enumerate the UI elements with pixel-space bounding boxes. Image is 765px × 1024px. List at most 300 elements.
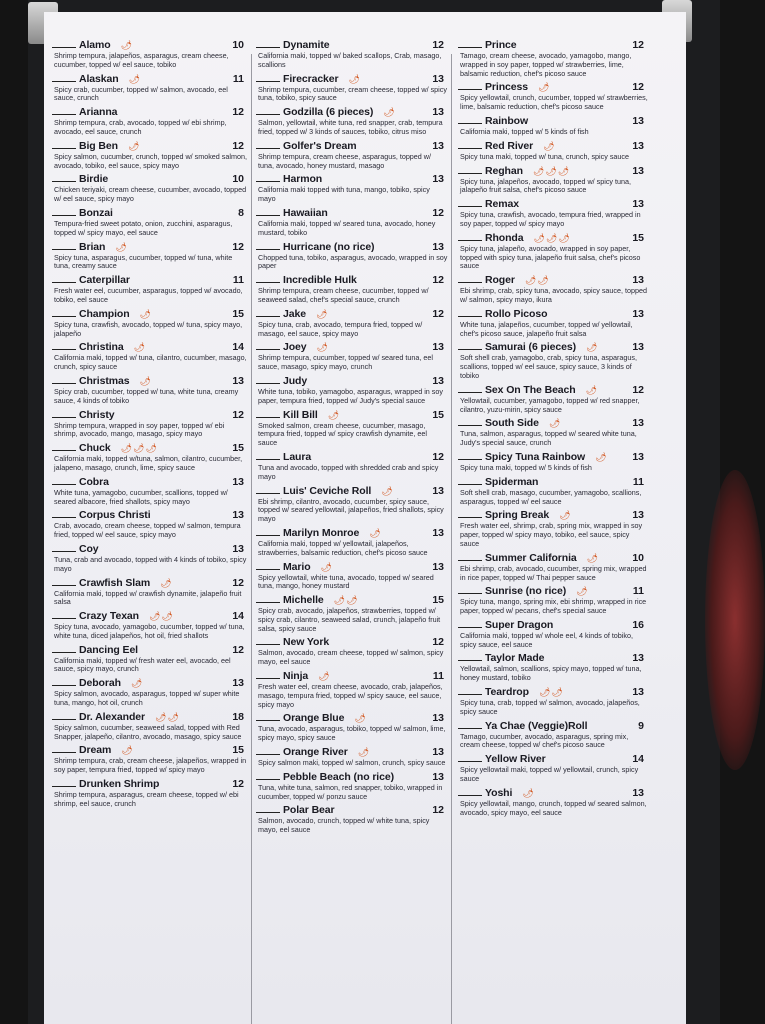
menu-item-name: Deborah: [79, 677, 121, 690]
order-checkbox-line: [458, 618, 482, 628]
menu-item-header: [458, 340, 648, 354]
menu-item-header: [52, 139, 248, 153]
menu-item-header: [52, 643, 248, 657]
menu-item-header: [52, 475, 248, 489]
menu-item-price: 13: [632, 652, 644, 665]
menu-item-header: [256, 526, 448, 540]
menu-item-description: Shrimp tempura, crab, avocado, topped w/ ebi shrimp, avocado, eel sauce, crunch: [54, 118, 227, 136]
order-checkbox-line: [256, 72, 280, 82]
menu-item-header: [256, 669, 448, 683]
menu-item-price: 12: [232, 643, 244, 656]
menu-item-header: [256, 273, 448, 287]
menu-item-name: Princess: [485, 81, 528, 94]
menu-item-description: Spicy tuna, mango, spring mix, ebi shrimp, wrapped in rice paper, topped w/ pecans, chef's special sauce: [460, 597, 647, 616]
menu-item-price: 11: [432, 670, 444, 683]
menu-item-description: California maki, topped w/ fresh water eel, avocado, eel sauce, spicy mayo, crunch: [54, 655, 231, 674]
menu-item-description: Shrimp tempura, cream cheese, cucumber, topped w/ seaweed salad, chef's special sauce, crunch: [258, 286, 429, 304]
menu-item-description: Tuna, salmon, asparagus, topped w/ seared white tuna, Judy's special sauce, crunch: [460, 429, 637, 448]
menu-item-name: Spring Break: [485, 509, 550, 522]
menu-item-price: 12: [432, 39, 444, 51]
menu-item-name: Golfer's Dream: [283, 139, 357, 152]
menu-item-name: Ya Chae (Veggie)Roll: [485, 719, 588, 732]
order-checkbox-line: [52, 139, 76, 149]
menu-item-header: [256, 172, 448, 186]
order-checkbox-line: [256, 593, 280, 603]
menu-item-price: 12: [432, 804, 444, 817]
menu-item-name: Harmon: [283, 173, 323, 186]
menu-item-description: Spicy yellowtail, crunch, cucumber, topped w/ strawberries, lime, balsamic reduction, chef's picoso sauce: [460, 93, 648, 112]
menu-item: [256, 560, 448, 592]
menu-item-price: 13: [632, 417, 644, 430]
menu-item-header: [458, 164, 648, 178]
order-checkbox-line: [458, 651, 482, 661]
menu-item-description: California maki, topped w/ crawfish dynamite, jalapeño fruit salsa: [54, 588, 242, 607]
menu-item-description: Spicy salmon, avocado, asparagus, topped w/ super white tuna, mango, hot oil, crunch: [54, 689, 240, 708]
menu-item-description: Spicy salmon maki, topped w/ salmon, crunch, spicy sauce: [258, 758, 446, 768]
menu-item-description: Shrimp tempura, wrapped in soy paper, topped w/ ebi shrimp, avocado, mango, masago, spicy mayo: [54, 420, 225, 439]
menu-item: [458, 719, 648, 751]
pepper-icon: 🌶: [139, 375, 152, 386]
menu-item-description: California maki, topped w/ yellowtail, jalapeños, strawberries, balsamic reduction, chef's picoso sauce: [258, 538, 428, 557]
menu-item-price: 13: [432, 526, 444, 539]
menu-item-description: Crab, avocado, cream cheese, topped w/ salmon, tempura fried, topped w/ eel sauce, spicy mayo: [54, 521, 241, 540]
menu-item: [52, 508, 248, 540]
menu-item-price: 13: [432, 712, 444, 725]
menu-item-name: Christy: [79, 408, 115, 421]
menu-item-description: Spicy salmon, cucumber, seaweed salad, topped with Red Snapper, jalapeño, cilantro, avocado, masago, spicy sauce: [54, 722, 242, 741]
menu-item-header: [458, 752, 648, 766]
menu-item: [52, 576, 248, 608]
menu-item-name: Judy: [283, 374, 308, 387]
menu-item: [52, 273, 248, 305]
menu-item-name: Firecracker: [283, 72, 339, 85]
menu-item-description: Yellowtail, salmon, scallions, spicy mayo, topped w/ tuna, honey mustard, tobiko: [460, 664, 642, 683]
menu-item-name: Orange Blue: [283, 712, 345, 725]
menu-item: [52, 743, 248, 775]
menu-item-description: Spicy tuna, crawfish, avocado, tempura fried, wrapped in soy paper, topped w/ spicy mayo: [460, 210, 641, 228]
pepper-icon: 🌶: [383, 107, 396, 118]
menu-item-name: Caterpillar: [79, 274, 130, 287]
menu-item-name: Rhonda: [485, 231, 524, 244]
menu-item-header: [52, 710, 248, 724]
menu-item-name: Mario: [283, 560, 311, 573]
menu-item: [458, 508, 648, 548]
menu-item-header: [52, 576, 248, 590]
menu-item: [458, 273, 648, 305]
pepper-icon: 🌶🌶: [538, 687, 564, 698]
menu-item-name: Drunken Shrimp: [79, 778, 160, 791]
menu-item-price: 13: [432, 374, 444, 387]
menu-item-description: Fresh water eel, cream cheese, avocado, crab, jalapeños, masago, tempura fried, topped w/ spicy sauce, eel sauce, spicy mayo: [258, 682, 443, 709]
menu-item-header: [256, 745, 448, 759]
menu-item-price: 14: [232, 610, 244, 623]
menu-item-header: [256, 408, 448, 422]
menu-item: [458, 450, 648, 473]
menu-item-header: [52, 340, 248, 354]
menu-item-description: Shrimp tempura, jalapeños, asparagus, cream cheese, cucumber, topped w/ eel sauce, tobiko: [54, 51, 229, 69]
menu-item-name: Christmas: [79, 374, 130, 387]
menu-item-description: Ebi shrimp, crab, avocado, cucumber, spring mix, wrapped in rice paper, topped w/ Thai pepper sauce: [460, 563, 647, 582]
pepper-icon: 🌶: [585, 384, 599, 395]
menu-item-price: 12: [232, 106, 244, 119]
order-checkbox-line: [52, 374, 76, 384]
pepper-icon: 🌶: [139, 308, 152, 319]
menu-item-description: California maki, topped w/ whole eel, 4 kinds of tobiko, spicy sauce, eel sauce: [460, 630, 633, 649]
menu-item-header: [458, 80, 648, 94]
menu-item-description: California maki, topped w/ seared tuna, avocado, honey mustard, tobiko: [258, 218, 436, 237]
menu-item-description: Spicy tuna, crab, avocado, tempura fried, topped w/ masago, eel sauce, spicy mayo: [258, 319, 423, 338]
menu-item-description: Spicy yellowtail maki, topped w/ yellowtail, crunch, spicy sauce: [460, 765, 639, 784]
menu-item-price: 13: [232, 677, 244, 690]
menu-item-name: Marilyn Monroe: [283, 526, 360, 539]
menu-item: [52, 206, 248, 238]
menu-item-description: Salmon, yellowtail, white tuna, red snapper, crab, tempura fried, topped w/ 3 kinds of sauces, tobiko, citrus miso: [258, 118, 443, 136]
menu-item-name: Godzilla (6 pieces): [283, 106, 374, 119]
menu-item-header: [256, 450, 448, 464]
menu-item-header: [458, 383, 648, 397]
menu-item: [458, 231, 648, 271]
order-checkbox-line: [52, 441, 76, 451]
order-checkbox-line: [458, 231, 482, 241]
order-checkbox-line: [458, 584, 482, 594]
menu-item-description: Shrimp tempura, cucumber, cream cheese, topped w/ spicy tuna, tobiko, spicy sauce: [258, 84, 447, 103]
menu-item-header: [256, 560, 448, 574]
menu-item-price: 13: [632, 274, 644, 287]
menu-item: [458, 752, 648, 784]
menu-item: [256, 711, 448, 743]
pepper-icon: 🌶: [559, 510, 572, 521]
menu-item-description: White tuna, yamagobo, cucumber, scallions, topped w/ seared albacore, fried shallots, spicy mayo: [54, 487, 228, 506]
menu-item: [458, 164, 648, 196]
menu-item: [256, 484, 448, 524]
menu-item-price: 13: [232, 542, 244, 555]
menu-item-name: New York: [283, 636, 330, 649]
menu-item: [458, 651, 648, 683]
menu-item: [52, 441, 248, 473]
menu-item: [256, 374, 448, 406]
menu-item-price: 13: [632, 307, 644, 320]
menu-item-price: 14: [232, 341, 244, 354]
menu-item-header: [256, 340, 448, 354]
menu-item-description: Spicy crab, avocado, jalapeños, strawberries, topped w/ spicy crab, cilantro, seaweed salad, crunch, jalapeño fruit salsa, spicy sauce: [258, 606, 441, 633]
order-checkbox-line: [52, 676, 76, 686]
order-checkbox-line: [256, 669, 280, 679]
menu-item-description: Fresh water eel, shrimp, crab, spring mix, wrapped in soy paper, topped w/ spicy mayo, tobiko, eel sauce, spicy sauce: [460, 521, 643, 548]
menu-item-price: 13: [432, 746, 444, 759]
order-checkbox-line: [256, 484, 280, 494]
menu-item-price: 13: [632, 450, 644, 463]
order-checkbox-line: [458, 340, 482, 350]
menu-item-name: Ninja: [283, 670, 309, 683]
menu-item-price: 12: [232, 576, 244, 589]
menu-item-price: 13: [632, 686, 644, 699]
menu-item-header: [458, 114, 648, 128]
order-checkbox-line: [458, 685, 482, 695]
column-divider: [251, 54, 252, 1024]
order-checkbox-line: [256, 408, 280, 418]
menu-item-description: Tuna and avocado, topped with shredded crab and spicy mayo: [258, 462, 439, 481]
menu-item: [458, 786, 648, 818]
order-checkbox-line: [256, 635, 280, 645]
menu-item-description: Soft shell crab, masago, cucumber, yamagobo, scallions, asparagus, topped w/ eel sauce: [460, 487, 642, 506]
menu-item: [458, 685, 648, 717]
menu-item: [52, 374, 248, 406]
order-checkbox-line: [458, 475, 482, 485]
menu-item-name: Prince: [485, 39, 517, 51]
menu-item-header: [256, 635, 448, 649]
menu-item: [256, 450, 448, 482]
pepper-icon: 🌶: [357, 747, 371, 758]
menu-item-price: 12: [432, 274, 444, 287]
menu-item-price: 15: [432, 594, 444, 607]
pepper-icon: 🌶🌶: [155, 711, 180, 722]
menu-item-name: Coy: [79, 542, 99, 555]
menu-item-header: [256, 240, 448, 254]
order-checkbox-line: [256, 340, 280, 350]
menu-column-2: [256, 38, 448, 1024]
menu-item: [52, 105, 248, 137]
menu-item-header: [458, 719, 648, 733]
order-checkbox-line: [256, 172, 280, 182]
menu-item-price: 12: [632, 39, 644, 51]
menu-item-description: Salmon, avocado, crunch, topped w/ white tuna, spicy mayo, eel sauce: [258, 816, 430, 835]
menu-item-price: 11: [232, 72, 244, 85]
menu-item-name: Jake: [283, 307, 306, 320]
menu-item-name: Michelle: [283, 594, 324, 607]
order-checkbox-line: [458, 114, 482, 124]
pepper-icon: 🌶: [160, 577, 173, 588]
menu-item-name: Champion: [79, 307, 130, 320]
menu-item-price: 12: [232, 778, 244, 791]
menu-item-price: 8: [238, 206, 244, 219]
menu-item: [52, 307, 248, 339]
menu-item-name: Teardrop: [485, 686, 529, 699]
menu-item-description: White tuna, tobiko, yamagobo, asparagus, wrapped in soy paper, tempura fried, topped w/ Judy's special sauce: [258, 386, 443, 405]
menu-item-description: Spicy tuna, crawfish, avocado, topped w/ tuna, spicy mayo, jalapeño: [54, 319, 243, 338]
menu-item-name: Roger: [485, 274, 515, 287]
order-checkbox-line: [52, 710, 76, 720]
menu-item: [256, 593, 448, 633]
menu-item-header: [256, 593, 448, 607]
order-checkbox-line: [52, 105, 76, 115]
menu-item-name: Arianna: [79, 106, 118, 119]
menu-item-name: Summer California: [485, 551, 577, 564]
menu-item-price: 11: [632, 475, 644, 488]
order-checkbox-line: [256, 745, 280, 755]
menu-item-price: 13: [432, 173, 444, 186]
pepper-icon: 🌶🌶🌶: [532, 165, 571, 176]
menu-item-header: [458, 508, 648, 522]
menu-item: [458, 618, 648, 650]
menu-item-price: 16: [632, 618, 644, 631]
menu-item-header: [458, 139, 648, 153]
menu-item-description: Shrimp tempura, crab, cream cheese, jalapeños, wrapped in soy paper, tempura fried, topped w/ spicy mayo: [54, 756, 247, 775]
menu-item-header: [458, 618, 648, 632]
menu-item-price: 13: [232, 374, 244, 387]
menu-item: [458, 114, 648, 137]
menu-item-header: [256, 105, 448, 119]
menu-item-description: Spicy yellowtail, white tuna, avocado, topped w/ seared tuna, mango, honey mustard: [258, 572, 434, 591]
menu-item-description: Spicy tuna, jalapeño, avocado, wrapped in soy paper, topped with spicy tuna, jalapeño fruit salsa, chef's picoso sauce: [460, 243, 641, 271]
menu-item-price: 10: [232, 39, 244, 51]
menu-item: [458, 307, 648, 339]
menu-item-header: [52, 172, 248, 186]
order-checkbox-line: [458, 307, 482, 317]
menu-item-description: Spicy tuna maki, topped w/ 5 kinds of fish: [460, 462, 592, 472]
menu-item-header: [256, 374, 448, 388]
order-checkbox-line: [256, 139, 280, 149]
menu-item-description: Tempura-fried sweet potato, onion, zucchini, asparagus, topped w/ spicy mayo, eel sauce: [54, 218, 233, 237]
menu-item-price: 12: [432, 206, 444, 219]
order-checkbox-line: [458, 450, 482, 460]
menu-item-description: Tuna, crab and avocado, topped with 4 kinds of tobiko, spicy mayo: [54, 554, 247, 573]
menu-item: [52, 172, 248, 204]
menu-item: [52, 38, 248, 70]
menu-item-name: Bonzai: [79, 206, 113, 219]
menu-item-name: Reghan: [485, 164, 523, 177]
menu-item: [52, 72, 248, 104]
menu-item-price: 13: [632, 114, 644, 127]
menu-item-header: [256, 770, 448, 784]
menu-item-price: 13: [432, 341, 444, 354]
menu-item-name: Dynamite: [283, 39, 330, 51]
menu-item-header: [458, 231, 648, 245]
menu-item-price: 15: [232, 744, 244, 757]
menu-item-name: Dream: [79, 744, 112, 757]
order-checkbox-line: [458, 38, 482, 48]
menu-item-price: 13: [632, 139, 644, 152]
menu-item-description: Spicy yellowtail, mango, crunch, topped w/ seared salmon, avocado, spicy mayo, eel sauce: [460, 798, 647, 817]
menu-item-name: Yellow River: [485, 753, 546, 766]
menu-item-name: Dr. Alexander: [79, 710, 146, 723]
order-checkbox-line: [52, 273, 76, 283]
menu-item: [52, 408, 248, 440]
order-checkbox-line: [458, 139, 482, 149]
menu-item-name: Hawaiian: [283, 206, 328, 219]
menu-item: [52, 609, 248, 641]
menu-item-header: [458, 651, 648, 665]
pepper-icon: 🌶🌶: [524, 275, 550, 286]
pepper-icon: 🌶: [369, 527, 382, 538]
order-checkbox-line: [256, 450, 280, 460]
menu-item: [52, 139, 248, 171]
menu-item-name: Orange River: [283, 746, 348, 759]
menu-item: [256, 307, 448, 339]
menu-item-name: Kill Bill: [283, 408, 318, 421]
menu-item: [458, 139, 648, 162]
menu-item-header: [256, 38, 448, 52]
pepper-icon: 🌶: [127, 140, 141, 151]
order-checkbox-line: [256, 770, 280, 780]
menu-item-price: 10: [232, 173, 244, 186]
menu-item-description: Chicken teriyaki, cream cheese, cucumber, avocado, topped w/ eel sauce, spicy mayo: [54, 185, 247, 204]
order-checkbox-line: [458, 508, 482, 518]
menu-item-price: 12: [632, 383, 644, 396]
order-checkbox-line: [256, 374, 280, 384]
menu-item-name: Cobra: [79, 475, 109, 488]
order-checkbox-line: [458, 416, 482, 426]
menu-item-header: [52, 408, 248, 422]
menu-item-name: Sunrise (no rice): [485, 585, 567, 598]
menu-item: [52, 475, 248, 507]
menu-item: [458, 584, 648, 616]
menu-item-header: [458, 584, 648, 598]
order-checkbox-line: [52, 609, 76, 619]
menu-item: [458, 340, 648, 380]
menu-item-price: 12: [232, 139, 244, 152]
menu-item-price: 15: [432, 408, 444, 421]
menu-item-price: 13: [432, 560, 444, 573]
menu-item-header: [458, 475, 648, 489]
menu-item-description: Spicy crab, cucumber, topped w/ salmon, avocado, eel sauce, crunch: [54, 84, 228, 103]
order-checkbox-line: [52, 206, 76, 216]
menu-item-price: 15: [232, 307, 244, 320]
menu-item-header: [52, 105, 248, 119]
pepper-icon: 🌶🌶🌶: [120, 443, 158, 454]
menu-item-price: 13: [632, 164, 644, 177]
pepper-icon: 🌶: [595, 451, 608, 462]
pepper-icon: 🌶: [316, 342, 329, 353]
menu-item-header: [52, 609, 248, 623]
menu-item-price: 12: [432, 636, 444, 649]
menu-item-header: [458, 38, 648, 52]
menu-item: [458, 38, 648, 78]
menu-item-header: [458, 450, 648, 464]
menu-item-name: Super Dragon: [485, 618, 554, 631]
menu-item-description: Soft shell crab, yamagobo, crab, spicy tuna, asparagus, scallions, topped w/ eel sauce, spicy sauce, 3 kinds of tobiko: [460, 353, 637, 380]
menu-item-description: Spicy salmon, cucumber, crunch, topped w/ smoked salmon, avocado, tobiko, eel sauce, spicy mayo: [54, 151, 247, 170]
menu-item-description: Spicy tuna, avocado, yamagobo, cucumber, topped w/ tuna, white tuna, diced jalapeños, hot oil, fried shallots: [54, 622, 245, 640]
order-checkbox-line: [458, 273, 482, 283]
menu-item-description: Ebi shrimp, cilantro, avocado, cucumber, spicy sauce, topped w/ seared yellowtail, jalapeños, fried shallots, spicy mayo: [258, 496, 444, 524]
pepper-icon: 🌶: [327, 409, 341, 420]
menu-item-description: Shrimp tempura, cream cheese, asparagus, topped w/ tuna, avocado, honey mustard, masago: [258, 151, 431, 170]
menu-item-name: Red River: [485, 139, 534, 152]
menu-item-description: Shrimp tempura, asparagus, cream cheese, topped w/ ebi shrimp, eel sauce, crunch: [54, 790, 239, 808]
menu-item-description: Spicy tuna, jalapeños, avocado, topped w/ spicy tuna, jalapeño fruit salsa, chef's picoso sauce: [460, 176, 632, 195]
menu-item-header: [52, 206, 248, 220]
menu-item-description: California maki, topped w/ tuna, cilantro, cucumber, masago, crunch, spicy sauce: [54, 353, 247, 372]
pepper-icon: 🌶: [354, 713, 367, 724]
order-checkbox-line: [256, 711, 280, 721]
pepper-icon: 🌶: [348, 73, 361, 84]
menu-item: [256, 340, 448, 372]
pepper-icon: 🌶: [318, 671, 331, 682]
menu-item-header: [52, 240, 248, 254]
menu-column-1: [52, 38, 248, 1024]
menu-item-description: Spicy crab, cucumber, topped w/ tuna, white tuna, creamy sauce, 4 kinds of tobiko: [54, 386, 239, 405]
menu-column-3: [458, 38, 648, 1024]
menu-item: [52, 777, 248, 809]
menu-item-name: Chuck: [79, 442, 111, 455]
menu-item-description: California maki, topped w/ baked scallops, Crab, masago, scallions: [258, 51, 442, 69]
order-checkbox-line: [52, 508, 76, 518]
menu-item-header: [458, 197, 648, 211]
pepper-icon: 🌶: [315, 308, 329, 319]
menu-item-header: [256, 803, 448, 817]
menu-item-price: 13: [432, 106, 444, 119]
pepper-icon: 🌶: [548, 418, 562, 429]
menu-item-description: Ebi shrimp, crab, spicy tuna, avocado, spicy sauce, topped w/ salmon, spicy mayo, ikura: [460, 286, 647, 304]
menu-item-description: Fresh water eel, cucumber, asparagus, topped w/ avocado, tobiko, eel sauce: [54, 286, 243, 304]
menu-item-name: South Side: [485, 417, 539, 430]
order-checkbox-line: [256, 105, 280, 115]
menu-item-price: 13: [232, 475, 244, 488]
menu-item-name: Brian: [79, 240, 106, 253]
menu-item: [256, 72, 448, 104]
menu-item: [256, 139, 448, 171]
menu-item-header: [256, 72, 448, 86]
